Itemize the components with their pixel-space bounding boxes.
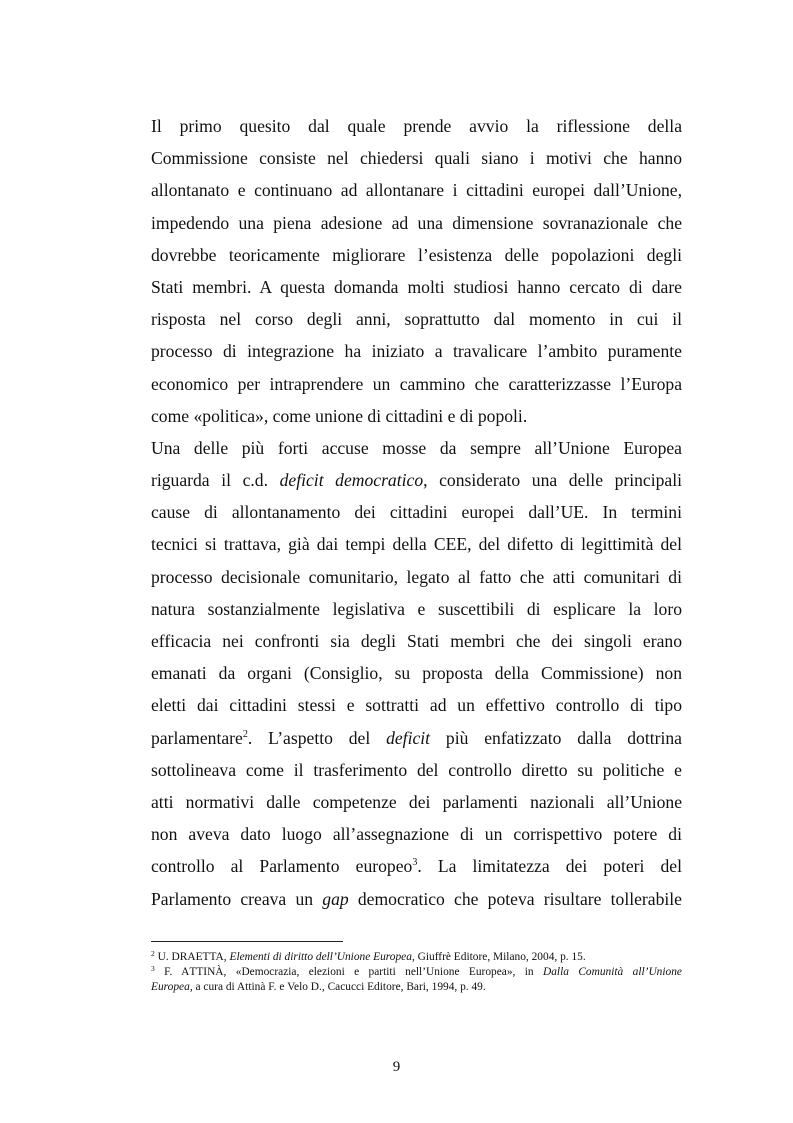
text-line: tecnici si trattava, già dai tempi della CEE, del difetto di legittimità del [151, 534, 682, 555]
text-line: processo decisionale comunitario, legato al fatto che atti comunitari di [151, 566, 682, 587]
text-span: parlamentare [151, 727, 243, 748]
footnotes [151, 950, 682, 995]
text-line: Commissione consiste nel chiedersi quali siano i motivi che hanno [151, 148, 682, 169]
text-line: economico per intraprendere un cammino che caratterizzasse l’Europa [151, 373, 682, 394]
text-span: . L’aspetto del [247, 727, 371, 748]
text-line [151, 850, 682, 882]
footnote-title: Elementi di diritto dell’Unione Europea [229, 951, 412, 963]
footnote-text: , a cura di Attinà F. e Velo D., Cacucci Editore, Bari, 1994, p. 49. [189, 981, 486, 993]
text-span: . La limitatezza dei poteri del [417, 856, 682, 877]
text-line: cause di allontanamento dei cittadini europei dall’UE. In termini [151, 502, 682, 523]
text-line [151, 883, 682, 915]
footnote-3-continued [151, 980, 682, 995]
text-span: più enfatizzato dalla dottrina [445, 727, 682, 748]
text-line: risposta nel corso degli anni, soprattutto dal momento in cui il [151, 309, 682, 330]
text-line: atti normativi dalle competenze dei parlamenti nazionali all’Unione [151, 791, 682, 812]
footnote-title: Dalla Comunità all’Unione [543, 966, 682, 978]
text-line: come «politica», come unione di cittadini e di popoli. [151, 405, 528, 426]
text-line: natura sostanzialmente legislativa e suscettibili di esplicare la loro [151, 598, 682, 619]
text-line: allontanato e continuano ad allontanare i cittadini europei dall’Unione, [151, 180, 682, 201]
footnote-2: $^2$ U. DRAETTA, Elementi di diritto dell’Unione Europea, Giuffrè Editore, Milano, 2004, p. 15. [151, 949, 586, 963]
text-line: efficacia nei confronti sia degli Stati membri che dei singoli erano [151, 631, 682, 651]
italic-term: deficit [386, 727, 431, 748]
footnote-separator [151, 941, 343, 942]
footnote-ref-2[interactable]: 2 [242, 728, 248, 740]
text-line [151, 464, 682, 496]
text-span: democratico che poteva risultare tollerabile [357, 888, 682, 909]
text-line: sottolineava come il trasferimento del controllo diretto su politiche e [151, 759, 682, 780]
text-line: impedendo una piena adesione ad una dimensione sovranazionale che [151, 212, 682, 233]
text-span: controllo al Parlamento europeo [151, 856, 413, 877]
text-line: Il primo quesito dal quale prende avvio la riflessione della [151, 116, 682, 136]
footnote-author: U. DRAETTA [157, 951, 224, 963]
italic-term: deficit democratico [279, 470, 424, 491]
footnote-text: , Giuffrè Editore, Milano, 2004, p. 15. [411, 951, 586, 963]
footnote-number: 3 [151, 964, 155, 973]
footnote-text: , «Democrazia, elezioni e partiti nell’Unione Europea», in [223, 966, 534, 978]
text-line: processo di integrazione ha iniziato a travalicare l’ambito puramente [151, 341, 682, 362]
footnote-3 [151, 965, 682, 980]
text-line: Stati membri. A questa domanda molti studiosi hanno cercato di dare [151, 276, 682, 297]
text-line [151, 722, 682, 754]
text-span: riguarda il c.d. [151, 470, 268, 491]
footnote-author: F. ATTINÀ [164, 966, 224, 978]
text-line: eletti dai cittadini stessi e sottratti ad un effettivo controllo di tipo [151, 695, 682, 716]
text-line: emanati da organi (Consiglio, su proposta della Commissione) non [151, 663, 682, 684]
text-line: dovrebbe teoricamente migliorare l’esistenza delle popolazioni degli [151, 244, 682, 265]
footnote-title: Europea [151, 981, 190, 993]
text-line: non aveva dato luogo all’assegnazione di un corrispettivo potere di [151, 824, 682, 845]
body-paragraphs [151, 110, 682, 915]
footnote-ref-3[interactable]: 3 [412, 857, 418, 869]
text-line: Una delle più forti accuse mosse da sempre all’Unione Europea [151, 437, 682, 458]
text-span: , considerato una delle principali [423, 470, 683, 491]
text-span: Parlamento creava un [151, 888, 314, 909]
footnote-number: 2 [151, 949, 155, 958]
page-number: 9 [392, 1059, 401, 1075]
italic-term: gap [322, 888, 349, 909]
